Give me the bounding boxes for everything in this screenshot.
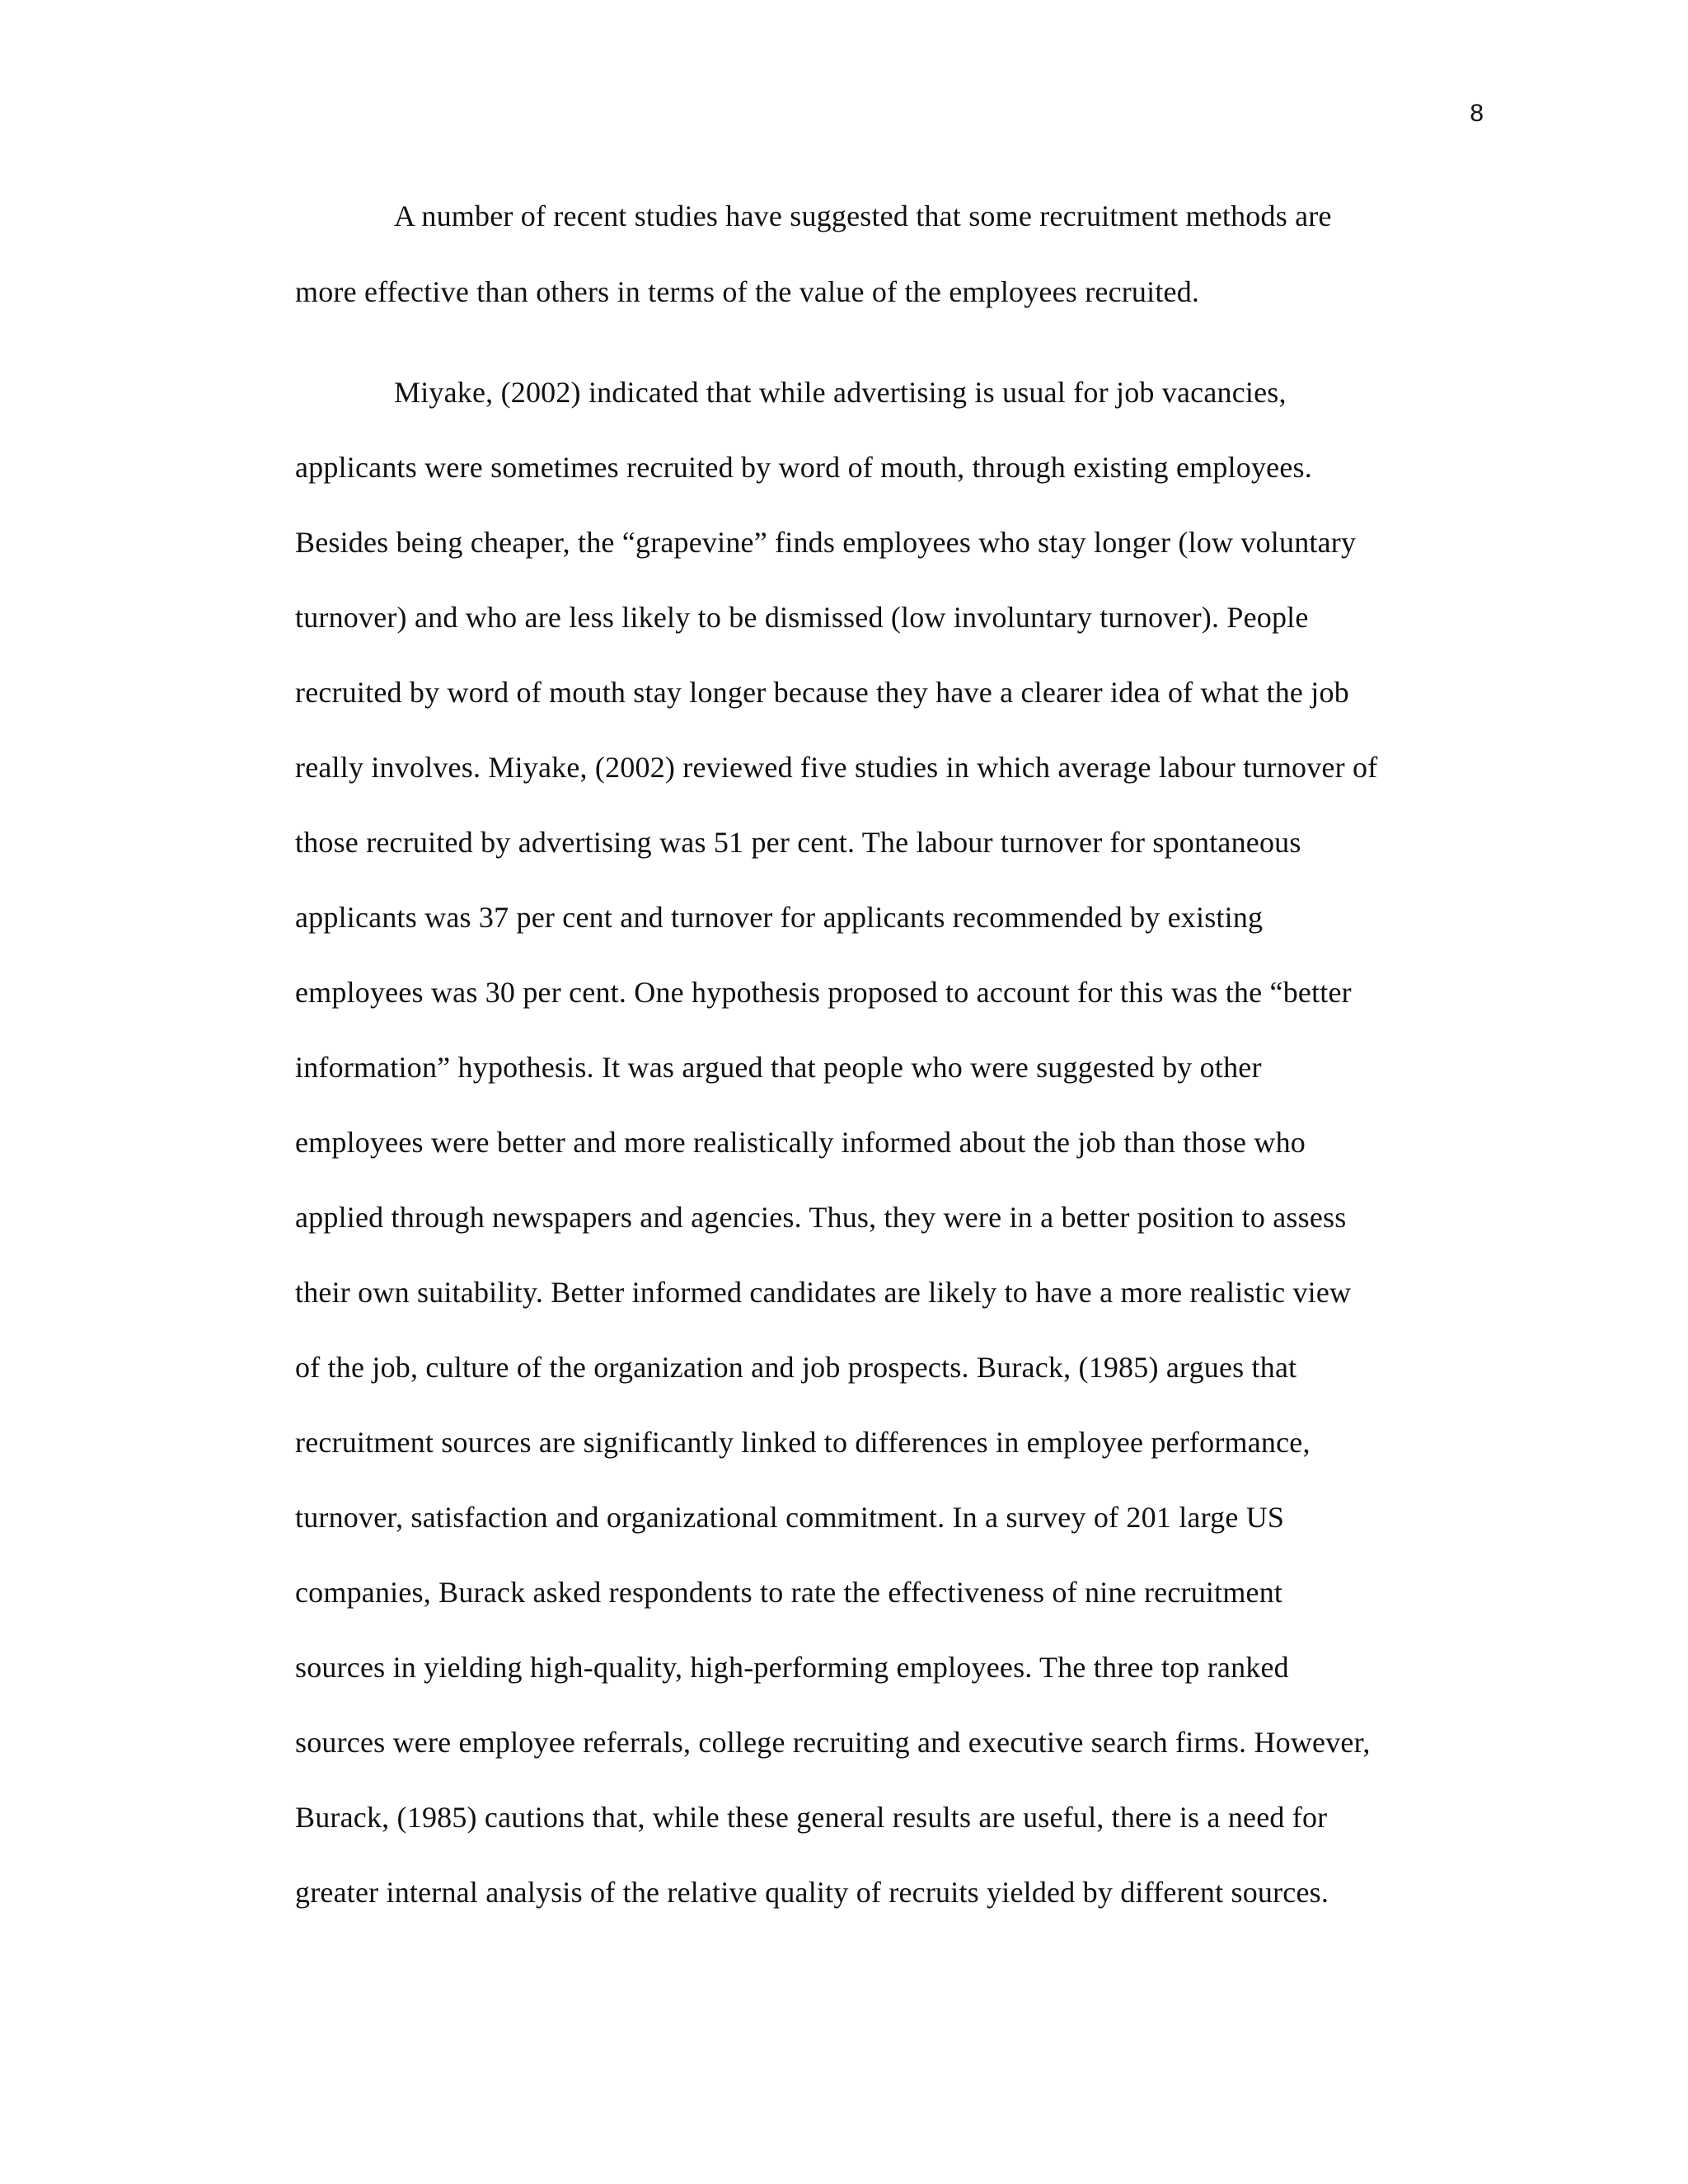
text-line: applied through newspapers and agencies. Thus, they were in a better position to assess bbox=[295, 1201, 1347, 1234]
text-line: turnover) and who are less likely to be dismissed (low involuntary turnover). People bbox=[295, 601, 1309, 634]
text-line: employees was 30 per cent. One hypothesis proposed to account for this was the “better bbox=[295, 976, 1352, 1009]
text-line: turnover, satisfaction and organizational commitment. In a survey of 201 large US bbox=[295, 1501, 1285, 1534]
page-number: 8 bbox=[1470, 100, 1484, 127]
text-line: Burack, (1985) cautions that, while these general results are useful, there is a need for bbox=[295, 1801, 1328, 1834]
text-line: more effective than others in terms of the value of the employees recruited. bbox=[295, 275, 1200, 308]
text-line: applicants were sometimes recruited by word of mouth, through existing employees. bbox=[295, 451, 1312, 484]
text-line: their own suitability. Better informed candidates are likely to have a more realistic view bbox=[295, 1276, 1352, 1309]
text-line: information” hypothesis. It was argued that people who were suggested by other bbox=[295, 1051, 1262, 1084]
text-line: of the job, culture of the organization and job prospects. Burack, (1985) argues that bbox=[295, 1351, 1297, 1384]
text-line: Miyake, (2002) indicated that while advertising is usual for job vacancies, bbox=[394, 376, 1287, 409]
text-line: applicants was 37 per cent and turnover for applicants recommended by existing bbox=[295, 901, 1264, 934]
text-line: A number of recent studies have suggested that some recruitment methods are bbox=[394, 199, 1332, 232]
text-line: really involves. Miyake, (2002) reviewed five studies in which average labour turnover of bbox=[295, 751, 1378, 784]
text-line: recruitment sources are significantly linked to differences in employee performance, bbox=[295, 1426, 1311, 1459]
text-line: companies, Burack asked respondents to rate the effectiveness of nine recruitment bbox=[295, 1576, 1283, 1609]
text-line: recruited by word of mouth stay longer because they have a clearer idea of what the job bbox=[295, 676, 1349, 709]
text-line: those recruited by advertising was 51 per cent. The labour turnover for spontaneous bbox=[295, 826, 1301, 859]
text-line: sources were employee referrals, college recruiting and executive search firms. However, bbox=[295, 1726, 1371, 1759]
text-line: greater internal analysis of the relative quality of recruits yielded by different sources. bbox=[295, 1876, 1329, 1909]
text-line: Besides being cheaper, the “grapevine” finds employees who stay longer (low voluntary bbox=[295, 526, 1357, 559]
text-line: sources in yielding high-quality, high-performing employees. The three top ranked bbox=[295, 1651, 1289, 1684]
text-line: employees were better and more realistically informed about the job than those who bbox=[295, 1126, 1306, 1159]
